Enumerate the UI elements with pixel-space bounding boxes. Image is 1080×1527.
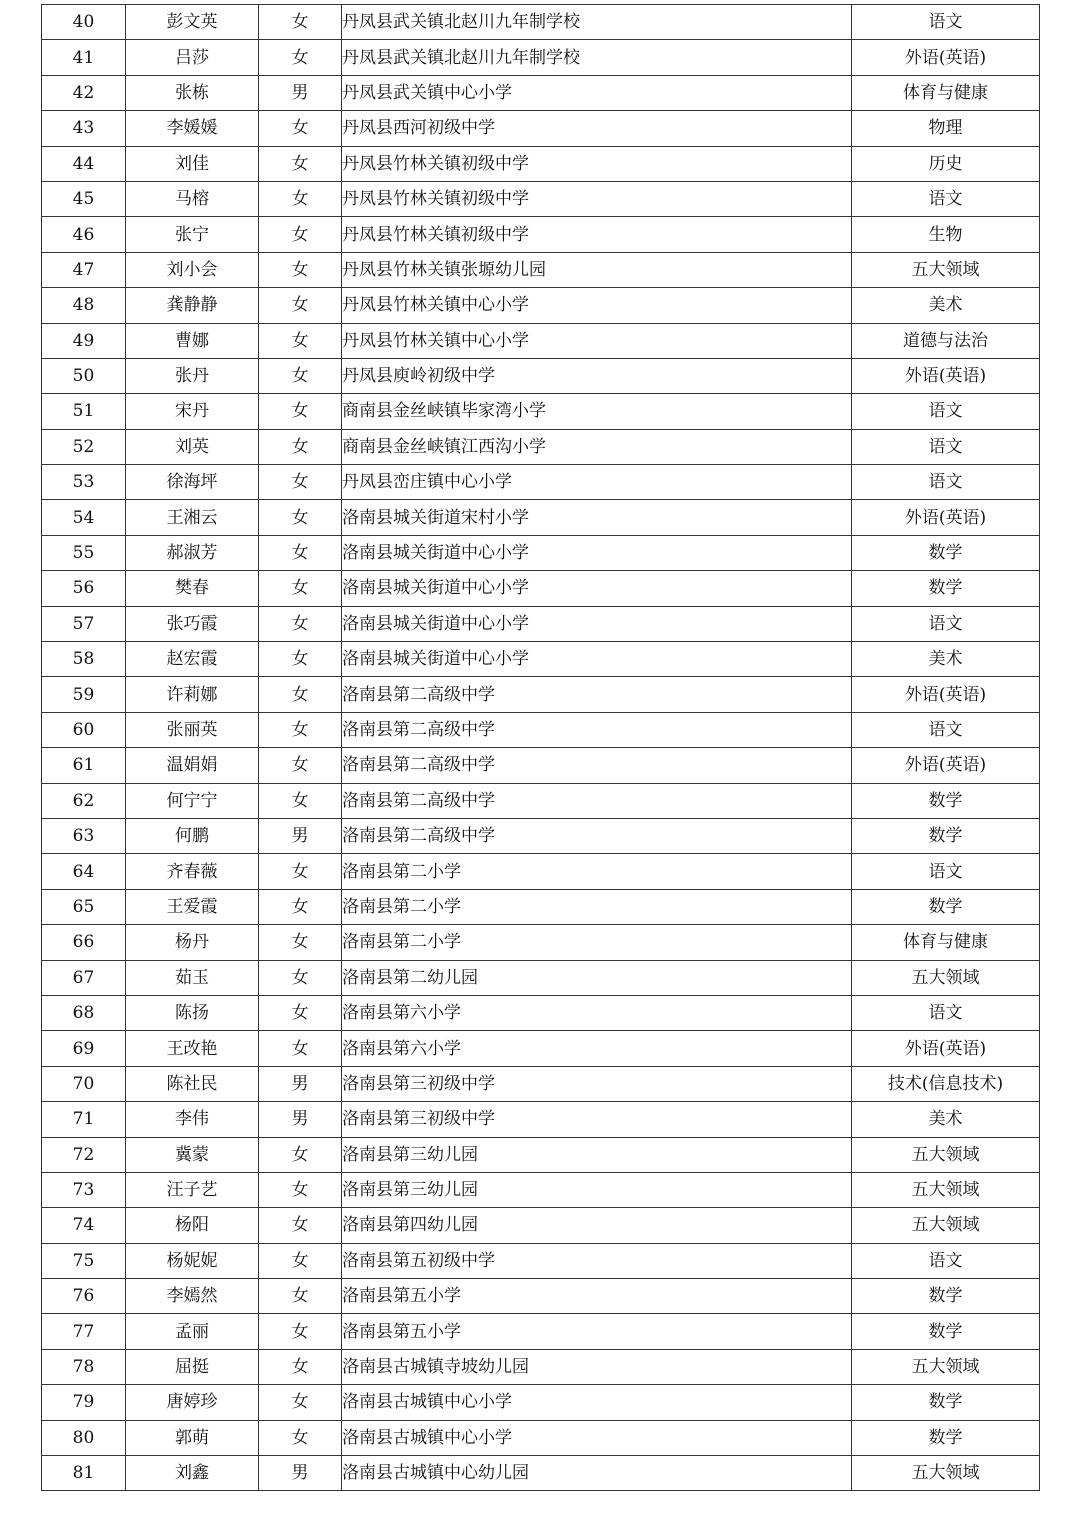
subject-cell: 五大领域 [852,1208,1040,1243]
school-cell: 洛南县第二高级中学 [342,783,852,818]
teacher-name-cell: 陈社民 [126,1066,259,1101]
school-cell: 丹凤县武关镇北赵川九年制学校 [342,5,852,40]
table-row [42,1208,1040,1243]
teacher-name-cell: 赵宏霞 [126,642,259,677]
teacher-name-cell: 徐海坪 [126,465,259,500]
teacher-name-cell: 曹娜 [126,323,259,358]
table-row [42,995,1040,1030]
table-row [42,1137,1040,1172]
gender-cell: 女 [259,465,342,500]
table-row [42,1385,1040,1420]
school-cell: 洛南县第三幼儿园 [342,1137,852,1172]
teacher-name-cell: 齐春薇 [126,854,259,889]
row-number-cell: 73 [42,1172,126,1207]
table-row [42,288,1040,323]
school-cell: 洛南县第五初级中学 [342,1243,852,1278]
table-row [42,500,1040,535]
table-row [42,146,1040,181]
teacher-name-cell: 张巧霞 [126,606,259,641]
teacher-name-cell: 王湘云 [126,500,259,535]
gender-cell: 女 [259,111,342,146]
row-number-cell: 47 [42,252,126,287]
row-number-cell: 42 [42,75,126,110]
row-number-cell: 81 [42,1456,126,1491]
gender-cell: 女 [259,252,342,287]
row-number-cell: 69 [42,1031,126,1066]
school-cell: 商南县金丝峡镇毕家湾小学 [342,394,852,429]
row-number-cell: 44 [42,146,126,181]
table-row [42,1102,1040,1137]
gender-cell: 女 [259,1314,342,1349]
gender-cell: 女 [259,1172,342,1207]
school-cell: 洛南县古城镇中心小学 [342,1385,852,1420]
subject-cell: 外语(英语) [852,500,1040,535]
row-number-cell: 57 [42,606,126,641]
subject-cell: 数学 [852,818,1040,853]
school-cell: 洛南县第二小学 [342,854,852,889]
subject-cell: 五大领域 [852,960,1040,995]
subject-cell: 生物 [852,217,1040,252]
teacher-name-cell: 张宁 [126,217,259,252]
table-row [42,889,1040,924]
subject-cell: 语文 [852,854,1040,889]
row-number-cell: 79 [42,1385,126,1420]
subject-cell: 语文 [852,394,1040,429]
table-row [42,217,1040,252]
gender-cell: 女 [259,748,342,783]
teacher-name-cell: 汪子艺 [126,1172,259,1207]
school-cell: 洛南县第二高级中学 [342,818,852,853]
gender-cell: 女 [259,1137,342,1172]
subject-cell: 数学 [852,1420,1040,1455]
teacher-name-cell: 郭萌 [126,1420,259,1455]
table-row [42,571,1040,606]
table-row [42,1172,1040,1207]
teacher-name-cell: 孟丽 [126,1314,259,1349]
table-row [42,1456,1040,1491]
gender-cell: 女 [259,677,342,712]
subject-cell: 语文 [852,429,1040,464]
table-row [42,1031,1040,1066]
gender-cell: 女 [259,1279,342,1314]
row-number-cell: 52 [42,429,126,464]
subject-cell: 五大领域 [852,1349,1040,1384]
gender-cell: 女 [259,1385,342,1420]
subject-cell: 数学 [852,535,1040,570]
table-row [42,1420,1040,1455]
subject-cell: 语文 [852,712,1040,747]
table-row [42,535,1040,570]
row-number-cell: 55 [42,535,126,570]
subject-cell: 体育与健康 [852,75,1040,110]
subject-cell: 外语(英语) [852,1031,1040,1066]
row-number-cell: 40 [42,5,126,40]
school-cell: 洛南县第六小学 [342,1031,852,1066]
row-number-cell: 46 [42,217,126,252]
subject-cell: 数学 [852,783,1040,818]
row-number-cell: 75 [42,1243,126,1278]
gender-cell: 女 [259,925,342,960]
row-number-cell: 64 [42,854,126,889]
row-number-cell: 74 [42,1208,126,1243]
gender-cell: 女 [259,571,342,606]
subject-cell: 美术 [852,1102,1040,1137]
row-number-cell: 76 [42,1279,126,1314]
gender-cell: 男 [259,75,342,110]
gender-cell: 女 [259,40,342,75]
subject-cell: 体育与健康 [852,925,1040,960]
table-row [42,75,1040,110]
teacher-name-cell: 吕莎 [126,40,259,75]
teacher-name-cell: 张丹 [126,358,259,393]
table-row [42,606,1040,641]
gender-cell: 女 [259,500,342,535]
gender-cell: 女 [259,146,342,181]
row-number-cell: 63 [42,818,126,853]
gender-cell: 男 [259,1066,342,1101]
teacher-name-cell: 王爱霞 [126,889,259,924]
table-row [42,465,1040,500]
teacher-name-cell: 张栋 [126,75,259,110]
roster-body [42,5,1040,1491]
row-number-cell: 41 [42,40,126,75]
teacher-name-cell: 彭文英 [126,5,259,40]
teacher-name-cell: 龚静静 [126,288,259,323]
row-number-cell: 43 [42,111,126,146]
row-number-cell: 72 [42,1137,126,1172]
gender-cell: 女 [259,358,342,393]
teacher-name-cell: 何鹏 [126,818,259,853]
subject-cell: 外语(英语) [852,748,1040,783]
row-number-cell: 70 [42,1066,126,1101]
school-cell: 洛南县第六小学 [342,995,852,1030]
row-number-cell: 68 [42,995,126,1030]
row-number-cell: 78 [42,1349,126,1384]
subject-cell: 数学 [852,571,1040,606]
table-row [42,181,1040,216]
school-cell: 丹凤县峦庄镇中心小学 [342,465,852,500]
gender-cell: 女 [259,429,342,464]
row-number-cell: 50 [42,358,126,393]
teacher-name-cell: 冀蒙 [126,1137,259,1172]
school-cell: 洛南县第二高级中学 [342,748,852,783]
school-cell: 丹凤县竹林关镇张塬幼儿园 [342,252,852,287]
table-row [42,394,1040,429]
row-number-cell: 59 [42,677,126,712]
school-cell: 丹凤县竹林关镇中心小学 [342,288,852,323]
subject-cell: 美术 [852,288,1040,323]
school-cell: 洛南县城关街道宋村小学 [342,500,852,535]
gender-cell: 男 [259,1456,342,1491]
gender-cell: 女 [259,1208,342,1243]
subject-cell: 外语(英语) [852,358,1040,393]
teacher-name-cell: 张丽英 [126,712,259,747]
teacher-name-cell: 刘佳 [126,146,259,181]
row-number-cell: 45 [42,181,126,216]
table-row [42,960,1040,995]
row-number-cell: 60 [42,712,126,747]
table-row [42,925,1040,960]
school-cell: 丹凤县竹林关镇初级中学 [342,181,852,216]
subject-cell: 五大领域 [852,252,1040,287]
row-number-cell: 48 [42,288,126,323]
subject-cell: 语文 [852,5,1040,40]
teacher-name-cell: 马榕 [126,181,259,216]
gender-cell: 女 [259,217,342,252]
gender-cell: 女 [259,995,342,1030]
subject-cell: 物理 [852,111,1040,146]
table-row [42,677,1040,712]
teacher-name-cell: 茹玉 [126,960,259,995]
gender-cell: 女 [259,1420,342,1455]
teacher-name-cell: 李嫣然 [126,1279,259,1314]
school-cell: 丹凤县庾岭初级中学 [342,358,852,393]
table-row [42,40,1040,75]
school-cell: 洛南县第三初级中学 [342,1102,852,1137]
teacher-name-cell: 温娟娟 [126,748,259,783]
subject-cell: 语文 [852,606,1040,641]
gender-cell: 女 [259,394,342,429]
teacher-name-cell: 唐婷珍 [126,1385,259,1420]
row-number-cell: 67 [42,960,126,995]
gender-cell: 男 [259,818,342,853]
subject-cell: 历史 [852,146,1040,181]
row-number-cell: 58 [42,642,126,677]
gender-cell: 女 [259,606,342,641]
school-cell: 洛南县第二小学 [342,925,852,960]
school-cell: 洛南县第三幼儿园 [342,1172,852,1207]
gender-cell: 女 [259,535,342,570]
table-row [42,1349,1040,1384]
school-cell: 商南县金丝峡镇江西沟小学 [342,429,852,464]
subject-cell: 数学 [852,1385,1040,1420]
teacher-name-cell: 何宁宁 [126,783,259,818]
row-number-cell: 65 [42,889,126,924]
teacher-name-cell: 郝淑芳 [126,535,259,570]
school-cell: 洛南县第二小学 [342,889,852,924]
school-cell: 洛南县城关街道中心小学 [342,571,852,606]
teacher-name-cell: 许莉娜 [126,677,259,712]
school-cell: 丹凤县武关镇中心小学 [342,75,852,110]
table-row [42,642,1040,677]
row-number-cell: 66 [42,925,126,960]
gender-cell: 女 [259,323,342,358]
school-cell: 洛南县古城镇寺坡幼儿园 [342,1349,852,1384]
table-row [42,854,1040,889]
table-row [42,818,1040,853]
subject-cell: 外语(英语) [852,40,1040,75]
school-cell: 洛南县古城镇中心幼儿园 [342,1456,852,1491]
gender-cell: 女 [259,1243,342,1278]
row-number-cell: 80 [42,1420,126,1455]
school-cell: 洛南县第三初级中学 [342,1066,852,1101]
row-number-cell: 54 [42,500,126,535]
school-cell: 洛南县城关街道中心小学 [342,535,852,570]
gender-cell: 男 [259,1102,342,1137]
table-row [42,252,1040,287]
gender-cell: 女 [259,5,342,40]
teacher-name-cell: 杨妮妮 [126,1243,259,1278]
table-row [42,783,1040,818]
teacher-roster-table [41,4,1040,1491]
school-cell: 洛南县第五小学 [342,1314,852,1349]
gender-cell: 女 [259,642,342,677]
teacher-name-cell: 王改艳 [126,1031,259,1066]
table-row [42,358,1040,393]
teacher-name-cell: 李伟 [126,1102,259,1137]
subject-cell: 技术(信息技术) [852,1066,1040,1101]
teacher-name-cell: 宋丹 [126,394,259,429]
row-number-cell: 51 [42,394,126,429]
teacher-name-cell: 刘小会 [126,252,259,287]
school-cell: 洛南县第二高级中学 [342,677,852,712]
subject-cell: 外语(英语) [852,677,1040,712]
gender-cell: 女 [259,960,342,995]
table-row [42,111,1040,146]
row-number-cell: 49 [42,323,126,358]
gender-cell: 女 [259,288,342,323]
school-cell: 洛南县城关街道中心小学 [342,606,852,641]
table-row [42,748,1040,783]
table-row [42,323,1040,358]
school-cell: 丹凤县竹林关镇中心小学 [342,323,852,358]
subject-cell: 五大领域 [852,1137,1040,1172]
subject-cell: 五大领域 [852,1172,1040,1207]
row-number-cell: 61 [42,748,126,783]
gender-cell: 女 [259,1031,342,1066]
gender-cell: 女 [259,181,342,216]
subject-cell: 数学 [852,1314,1040,1349]
subject-cell: 数学 [852,889,1040,924]
row-number-cell: 53 [42,465,126,500]
subject-cell: 语文 [852,181,1040,216]
subject-cell: 语文 [852,995,1040,1030]
gender-cell: 女 [259,783,342,818]
school-cell: 洛南县第四幼儿园 [342,1208,852,1243]
table-row [42,1314,1040,1349]
table-row [42,1279,1040,1314]
subject-cell: 语文 [852,465,1040,500]
subject-cell: 道德与法治 [852,323,1040,358]
school-cell: 丹凤县武关镇北赵川九年制学校 [342,40,852,75]
school-cell: 丹凤县西河初级中学 [342,111,852,146]
gender-cell: 女 [259,854,342,889]
row-number-cell: 62 [42,783,126,818]
school-cell: 洛南县第二高级中学 [342,712,852,747]
gender-cell: 女 [259,1349,342,1384]
teacher-name-cell: 刘英 [126,429,259,464]
table-row [42,1066,1040,1101]
teacher-name-cell: 屈挺 [126,1349,259,1384]
school-cell: 洛南县古城镇中心小学 [342,1420,852,1455]
school-cell: 丹凤县竹林关镇初级中学 [342,146,852,181]
subject-cell: 五大领域 [852,1456,1040,1491]
school-cell: 洛南县第五小学 [342,1279,852,1314]
subject-cell: 语文 [852,1243,1040,1278]
table-row [42,1243,1040,1278]
school-cell: 洛南县城关街道中心小学 [342,642,852,677]
gender-cell: 女 [259,712,342,747]
table-row [42,5,1040,40]
teacher-name-cell: 李媛媛 [126,111,259,146]
subject-cell: 美术 [852,642,1040,677]
table-row [42,429,1040,464]
row-number-cell: 77 [42,1314,126,1349]
row-number-cell: 71 [42,1102,126,1137]
row-number-cell: 56 [42,571,126,606]
teacher-name-cell: 樊春 [126,571,259,606]
teacher-name-cell: 杨阳 [126,1208,259,1243]
teacher-name-cell: 刘鑫 [126,1456,259,1491]
subject-cell: 数学 [852,1279,1040,1314]
gender-cell: 女 [259,889,342,924]
table-row [42,712,1040,747]
school-cell: 洛南县第二幼儿园 [342,960,852,995]
teacher-name-cell: 杨丹 [126,925,259,960]
school-cell: 丹凤县竹林关镇初级中学 [342,217,852,252]
teacher-name-cell: 陈扬 [126,995,259,1030]
